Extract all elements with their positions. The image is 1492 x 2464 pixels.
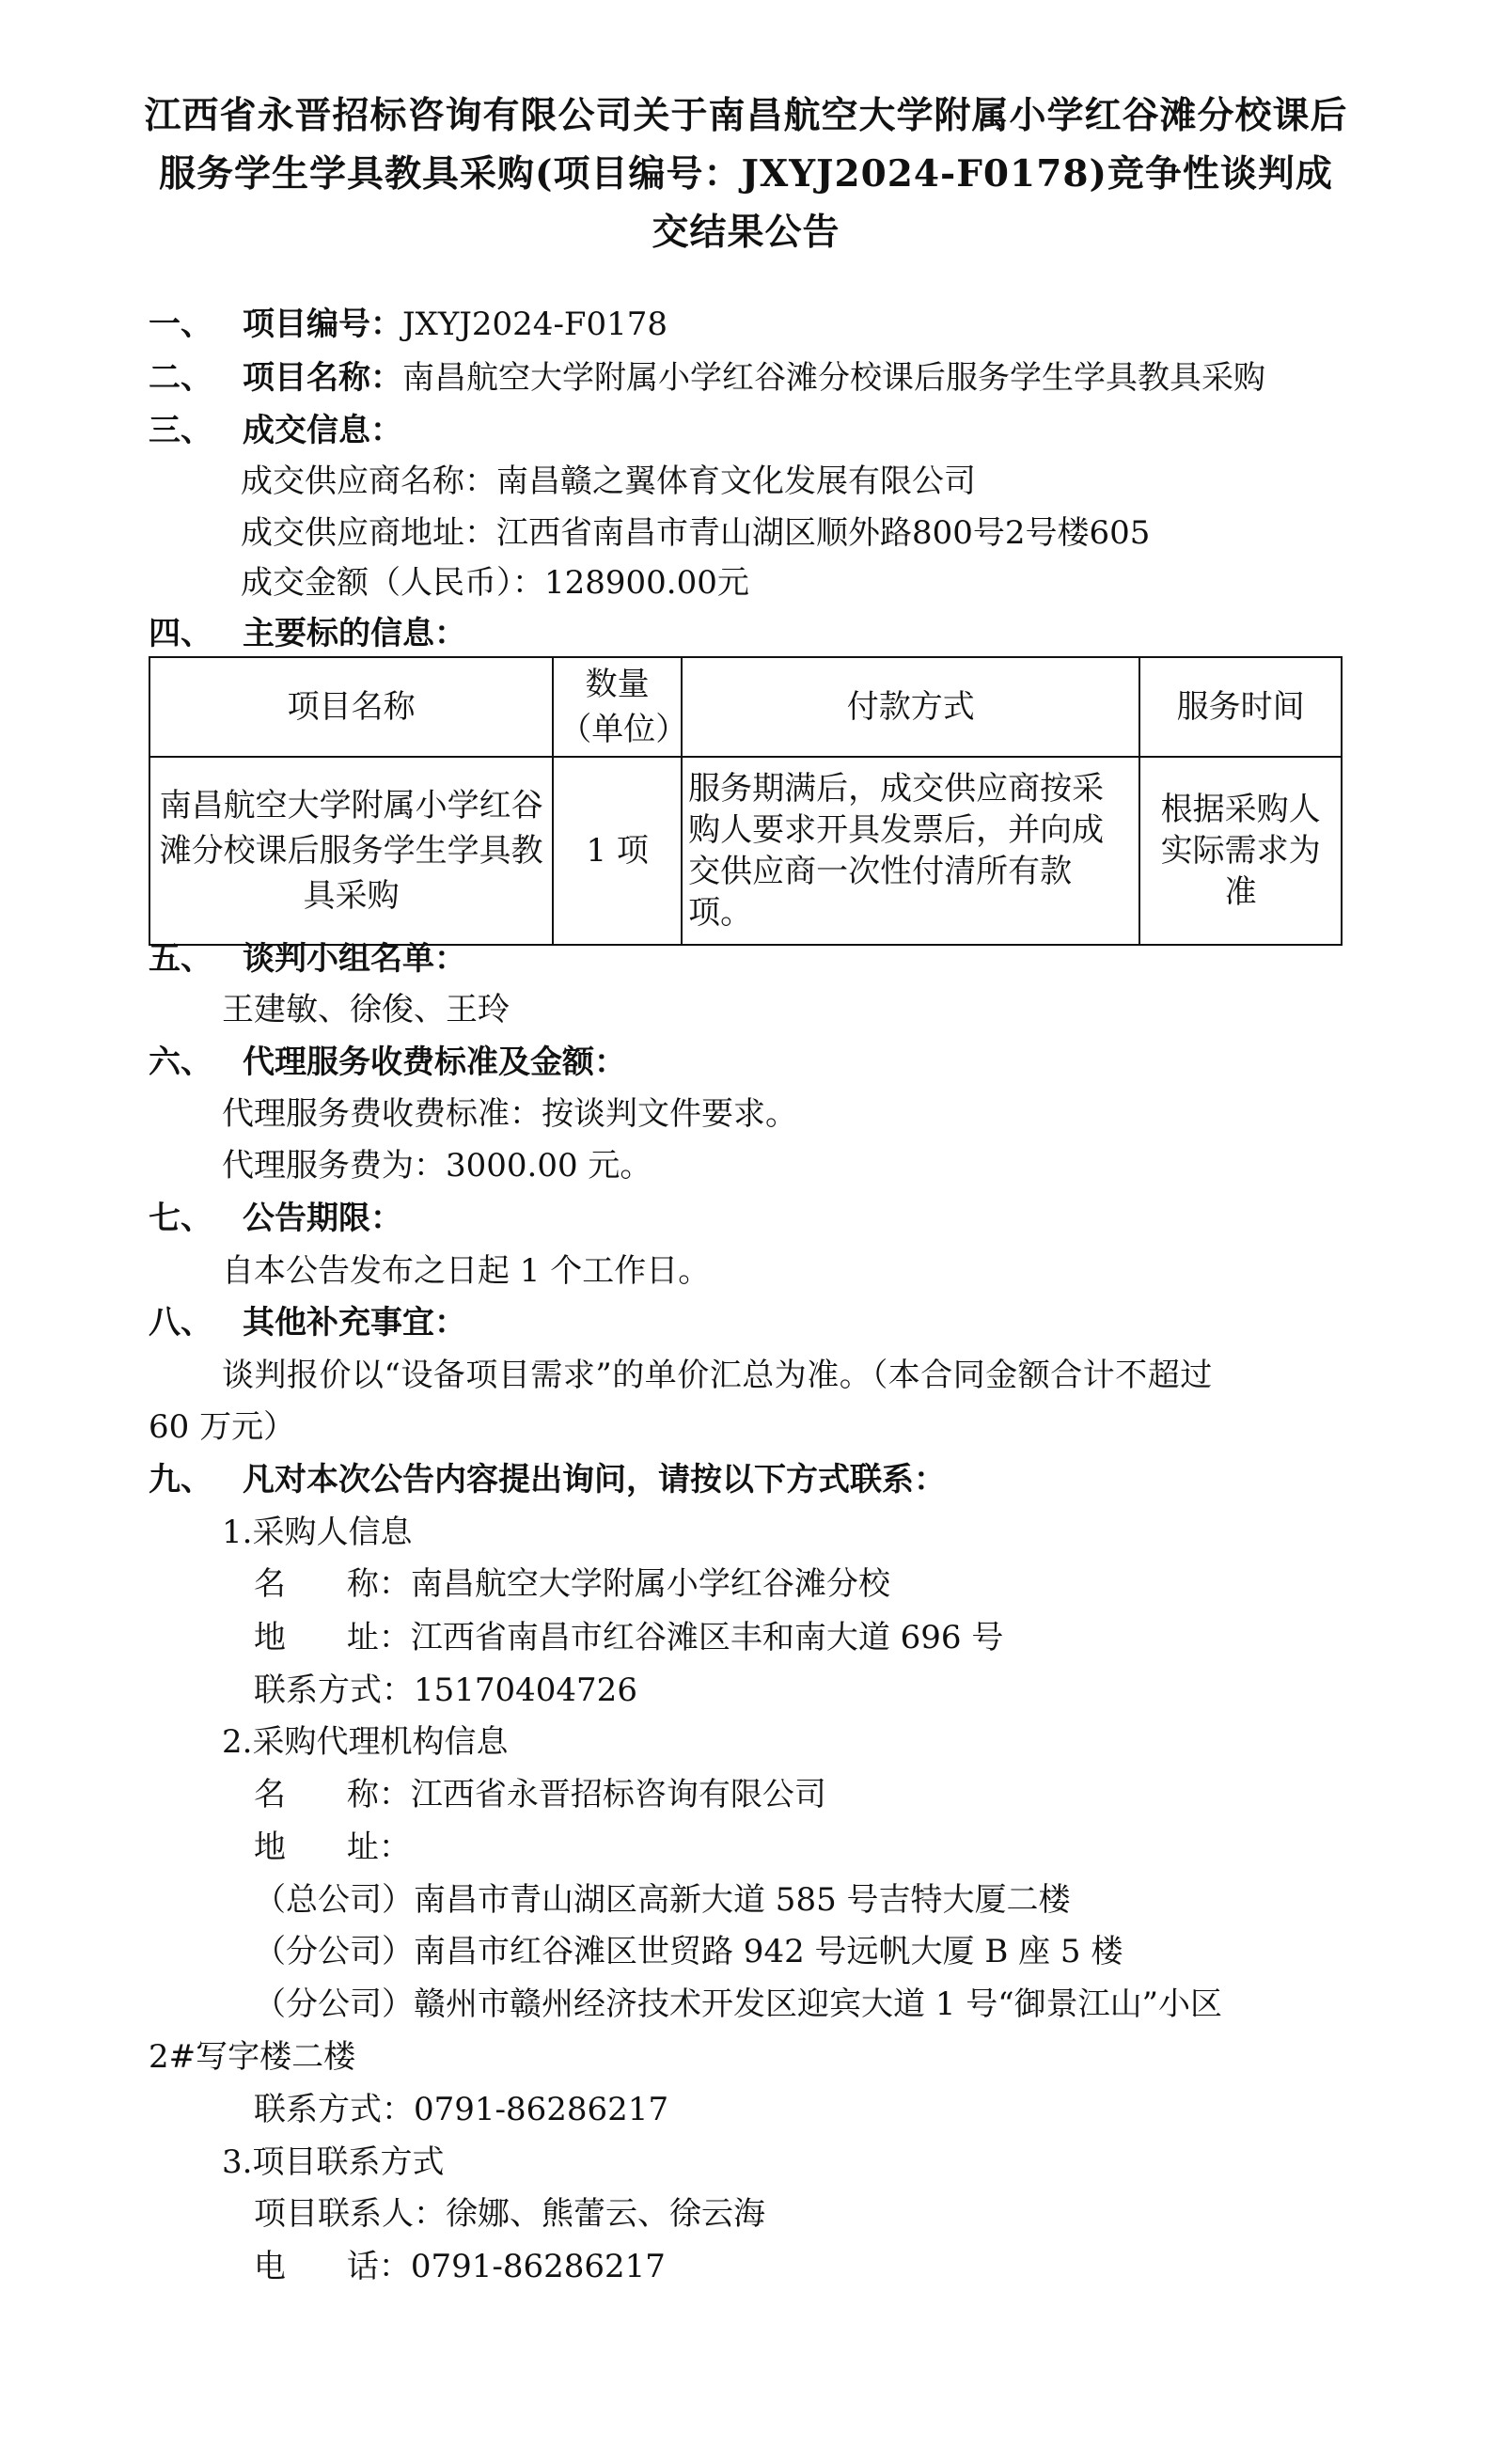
header-quantity: 数量（单位） [553,657,682,757]
panel-members: 王建敏、徐俊、王玲 [222,991,510,1028]
section-8-number: 八、 [149,1304,212,1342]
section-9-number: 九、 [149,1461,212,1499]
header-project-name: 项目名称 [149,657,553,757]
agency-fee-standard: 代理服务费收费标准：按谈判文件要求。 [222,1095,797,1133]
winning-supplier-address: 成交供应商地址：江西省南昌市青山湖区顺外路800号2号楼605 [241,514,1151,552]
section-8-label: 其他补充事宜： [243,1304,466,1342]
purchaser-address: 地 址：江西省南昌市红谷滩区丰和南大道 696 号 [254,1619,1004,1656]
section-1-number: 一、 [149,306,212,343]
agency-headquarters-address: （总公司）南昌市青山湖区高新大道 585 号吉特大厦二楼 [254,1881,1071,1919]
section-6-label: 代理服务收费标准及金额： [243,1044,626,1081]
section-4-label: 主要标的信息： [243,615,466,652]
supplementary-text-continued: 60 万元） [149,1408,296,1446]
section-9-label: 凡对本次公告内容提出询问，请按以下方式联系： [243,1461,946,1499]
agency-contact: 联系方式：0791-86286217 [254,2091,669,2128]
purchaser-contact: 联系方式：15170404726 [254,1671,637,1709]
section-8 [149,1302,466,1343]
header-service-time: 服务时间 [1139,657,1342,757]
section-2-label: 项目名称： [243,359,402,397]
agency-branch-2-address: （分公司）赣州市赣州经济技术开发区迎宾大道 1 号“御景江山”小区 [254,1985,1223,2023]
section-4-number: 四、 [149,615,212,652]
winning-supplier-name: 成交供应商名称：南昌赣之翼体育文化发展有限公司 [241,463,976,500]
section-5-label: 谈判小组名单： [243,940,466,978]
section-7-number: 七、 [149,1200,212,1237]
table-row [149,757,1342,945]
project-contact-heading: 3.项目联系方式 [222,2143,445,2181]
header-payment-method: 付款方式 [682,657,1139,757]
project-contact-persons: 项目联系人：徐娜、熊蕾云、徐云海 [254,2195,765,2233]
project-number: JXYJ2024-F0178 [402,306,668,343]
supplementary-text: 谈判报价以“设备项目需求”的单价汇总为准。（本合同金额合计不超过 [222,1357,1213,1394]
section-2-number: 二、 [149,359,212,397]
table-header-row [149,657,1342,757]
purchaser-name: 名 称：南昌航空大学附属小学红谷滩分校 [254,1565,890,1603]
section-5 [149,938,466,980]
section-1 [149,304,667,345]
agency-fee-amount: 代理服务费为：3000.00 元。 [222,1147,652,1185]
section-3-label: 成交信息： [243,412,402,449]
section-7-label: 公告期限： [243,1200,402,1237]
section-7 [149,1198,402,1239]
section-2 [149,357,1265,399]
purchaser-heading: 1.采购人信息 [222,1514,413,1551]
agency-heading: 2.采购代理机构信息 [222,1723,509,1761]
project-name: 南昌航空大学附属小学红谷滩分校课后服务学生学具教具采购 [402,359,1265,397]
project-contact-phone: 电 话：0791-86286217 [254,2248,666,2285]
cell-payment-method: 服务期满后，成交供应商按采购人要求开具发票后，并向成交供应商一次性付清所有款项。 [682,757,1139,945]
agency-address-label: 地 址： [254,1828,411,1866]
section-5-number: 五、 [149,940,212,978]
agency-branch-2-address-continued: 2#写字楼二楼 [149,2038,356,2076]
winning-amount: 成交金额（人民币）：128900.00元 [241,564,749,602]
cell-service-time: 根据采购人实际需求为准 [1139,757,1342,945]
section-9 [149,1459,946,1500]
cell-quantity: 1 项 [553,757,682,945]
section-3 [149,410,402,451]
agency-branch-1-address: （分公司）南昌市红谷滩区世贸路 942 号远帆大厦 B 座 5 楼 [254,1933,1123,1970]
section-3-number: 三、 [149,412,212,449]
subject-info-table [149,656,1343,946]
document-title: 江西省永晋招标咨询有限公司关于南昌航空大学附属小学红谷滩分校课后服务学生学具教具采购(项目编号：JXYJ2024-F0178)竞争性谈判成交结果公告 [144,94,1348,254]
section-6 [149,1042,626,1083]
announcement-period: 自本公告发布之日起 1 个工作日。 [222,1252,711,1290]
section-4 [149,613,466,654]
section-6-number: 六、 [149,1044,212,1081]
section-1-label: 项目编号： [243,306,402,343]
cell-project-name: 南昌航空大学附属小学红谷滩分校课后服务学生学具教具采购 [149,757,553,945]
agency-name: 名 称：江西省永晋招标咨询有限公司 [254,1776,826,1813]
